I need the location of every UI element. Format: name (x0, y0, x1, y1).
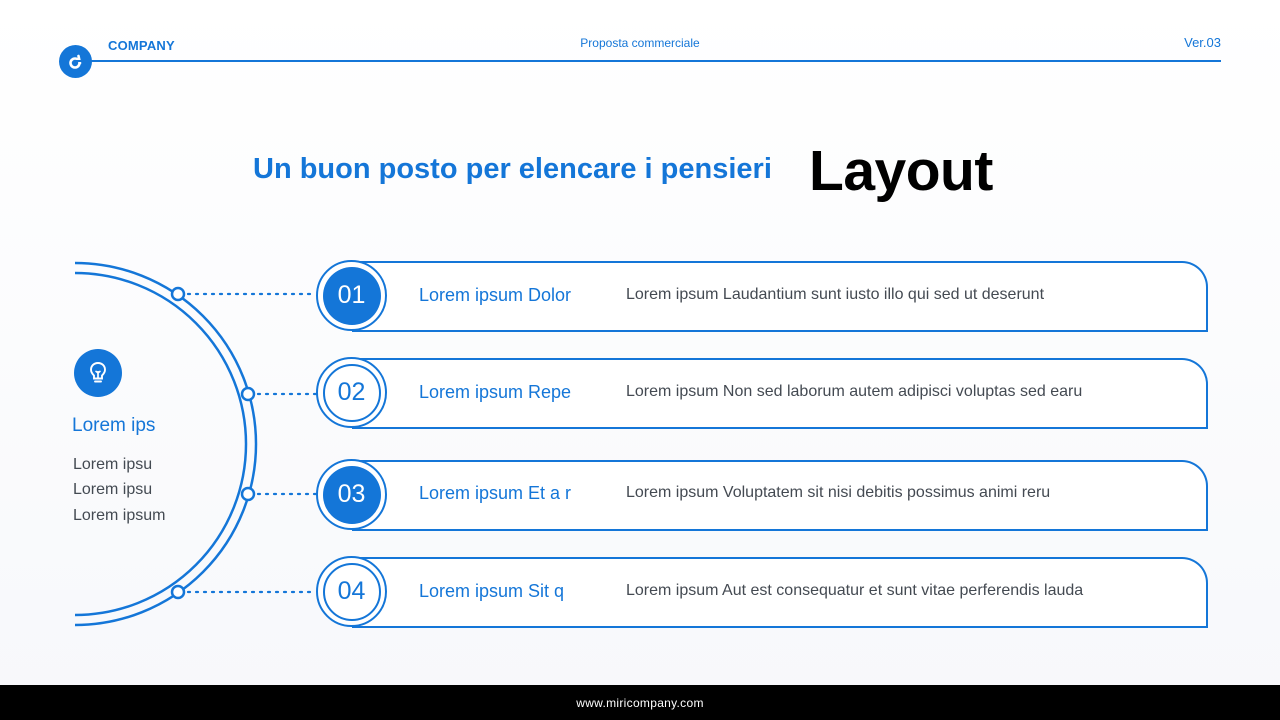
number-badge-3-value: 03 (323, 466, 381, 524)
inner-arc (75, 273, 246, 615)
number-badge-2 (316, 357, 387, 428)
number-badge-4-value: 04 (323, 563, 381, 621)
outer-arc (75, 263, 256, 625)
page-subtitle: Un buon posto per elencare i pensieri (253, 153, 772, 185)
list-item-1-description: Lorem ipsum Laudantium sunt iusto illo qui sed ut deserunt (626, 286, 1045, 303)
number-badge-3 (316, 459, 387, 530)
number-badge-4 (316, 556, 387, 627)
list-item-3-label: Lorem ipsum Et a r (419, 483, 572, 503)
left-panel-heading: Lorem ips (72, 415, 156, 436)
list-item-2-description: Lorem ipsum Non sed laborum autem adipisci voluptas sed earu (626, 383, 1083, 400)
list-item-4-label: Lorem ipsum Sit q (419, 581, 565, 601)
list-item-1-label: Lorem ipsum Dolor (419, 285, 572, 305)
arc-node-2 (242, 388, 254, 400)
version-label: Ver.03 (1184, 35, 1221, 50)
list-item-2-label: Lorem ipsum Repe (419, 382, 572, 402)
footer-bar (0, 685, 1280, 720)
number-badge-1-value: 01 (323, 267, 381, 325)
left-panel-line-1: Lorem ipsu (73, 456, 153, 473)
company-name: COMPANY (108, 38, 175, 53)
number-badge-1 (316, 260, 387, 331)
footer-url[interactable]: www.miricompany.com (576, 695, 704, 710)
lightbulb-icon (74, 349, 122, 397)
left-panel-line-2: Lorem ipsu (73, 481, 153, 498)
arc-node-4 (172, 586, 184, 598)
header-center-text: Proposta commerciale (580, 36, 700, 50)
list-item-3-description: Lorem ipsum Voluptatem sit nisi debitis possimus animi reru (626, 484, 1051, 501)
number-badge-2-value: 02 (323, 364, 381, 422)
left-panel-line-3: Lorem ipsum (73, 507, 166, 524)
list-item-4-description: Lorem ipsum Aut est consequatur et sunt vitae perferendis lauda (626, 582, 1084, 599)
page-title: Layout (809, 139, 993, 203)
arc-node-1 (172, 288, 184, 300)
arc-node-3 (242, 488, 254, 500)
